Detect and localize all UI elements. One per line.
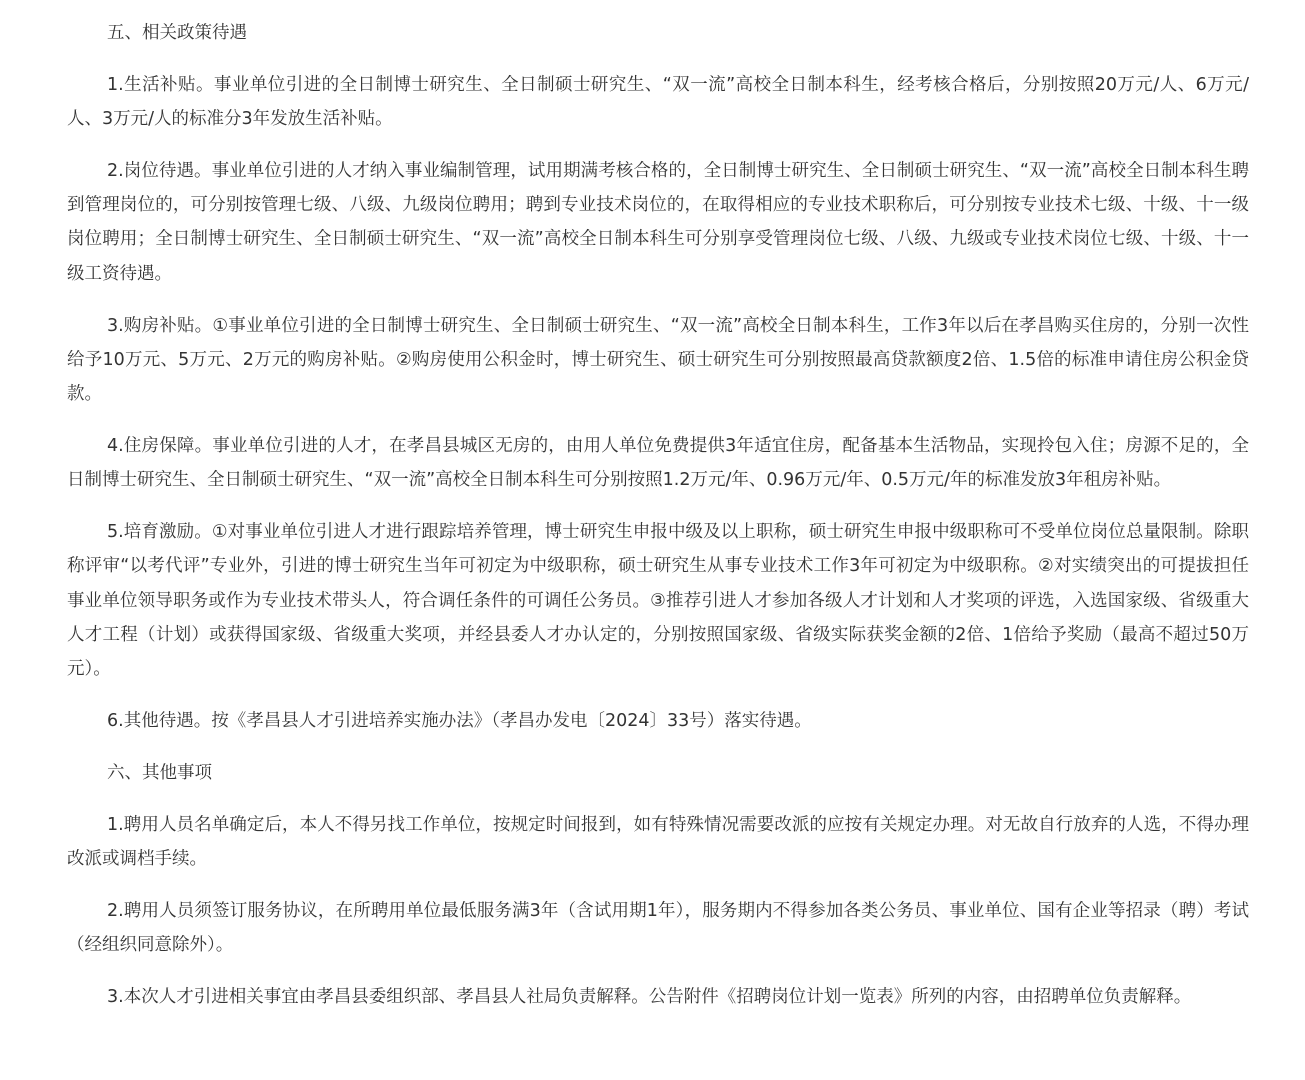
paragraph-interpretation: 3.本次人才引进相关事宜由孝昌县委组织部、孝昌县人社局负责解释。公告附件《招聘岗位计划一览表》所列的内容，由招聘单位负责解释。 (107, 986, 1192, 1007)
paragraph-position-treatment: 2.岗位待遇。事业单位引进的人才纳入事业编制管理，试用期满考核合格的，全日制博士研究生、全日制硕士研究生、“双一流”高校全日制本科生聘到管理岗位的，可分别按管理七级、八级、九级岗位聘用；聘到专业技术岗位的，在取得相应的专业技术职称后，可分别按专业技术七级、十级、十一级岗位聘用；全日制博士研究生、全日制硕士研究生、“双一流”高校全日制本科生可分别享受管理岗位七级、八级、九级或专业技术岗位七级、十级、十一级工资待遇。 (67, 160, 1249, 284)
paragraph-living-subsidy: 1.生活补贴。事业单位引进的全日制博士研究生、全日制硕士研究生、“双一流”高校全日制本科生，经考核合格后，分别按照20万元/人、6万元/人、3万元/人的标准分3年发放生活补贴。 (67, 74, 1249, 130)
paragraph-employment-list: 1.聘用人员名单确定后，本人不得另找工作单位，按规定时间报到，如有特殊情况需要改派的应按有关规定办理。对无故自行放弃的人选，不得办理改派或调档手续。 (67, 814, 1249, 869)
paragraph-housing-guarantee: 4.住房保障。事业单位引进的人才，在孝昌县城区无房的，由用人单位免费提供3年适宜住房，配备基本生活物品，实现拎包入住；房源不足的，全日制博士研究生、全日制硕士研究生、“双一流”高校全日制本科生可分别按照1.2万元/年、0.96万元/年、0.5万元/年的标准发放3年租房补贴。 (67, 435, 1249, 491)
paragraph-housing-purchase-subsidy: 3.购房补贴。①事业单位引进的全日制博士研究生、全日制硕士研究生、“双一流”高校全日制本科生，工作3年以后在孝昌购买住房的，分别一次性给予10万元、5万元、2万元的购房补贴。②购房使用公积金时，博士研究生、硕士研究生可分别按照最高贷款额度2倍、1.5倍的标准申请住房公积金贷款。 (67, 315, 1249, 405)
paragraph-training-incentive: 5.培育激励。①对事业单位引进人才进行跟踪培养管理，博士研究生申报中级及以上职称，硕士研究生申报中级职称可不受单位岗位总量限制。除职称评审“以考代评”专业外，引进的博士研究生当年可初定为中级职称，硕士研究生从事专业技术工作3年可初定为中级职称。②对实绩突出的可提拔担任事业单位领导职务或作为专业技术带头人，符合调任条件的可调任公务员。③推荐引进人才参加各级人才计划和人才奖项的评选，入选国家级、省级重大人才工程（计划）或获得国家级、省级重大奖项，并经县委人才办认定的，分别按照国家级、省级实际获奖金额的2倍、1倍给予奖励（最高不超过50万元）。 (67, 522, 1249, 680)
paragraph-service-agreement: 2.聘用人员须签订服务协议，在所聘用单位最低服务满3年（含试用期1年），服务期内不得参加各类公务员、事业单位、国有企业等招录（聘）考试（经组织同意除外）。 (67, 900, 1249, 956)
section-heading-policy: 五、相关政策待遇 (107, 23, 247, 43)
article-body (67, 16, 1249, 1032)
paragraph-other-treatment: 6.其他待遇。按《孝昌县人才引进培养实施办法》（孝昌办发电〔2024〕33号）落实待遇。 (107, 711, 812, 732)
section-heading-other-matters: 六、其他事项 (107, 762, 212, 783)
